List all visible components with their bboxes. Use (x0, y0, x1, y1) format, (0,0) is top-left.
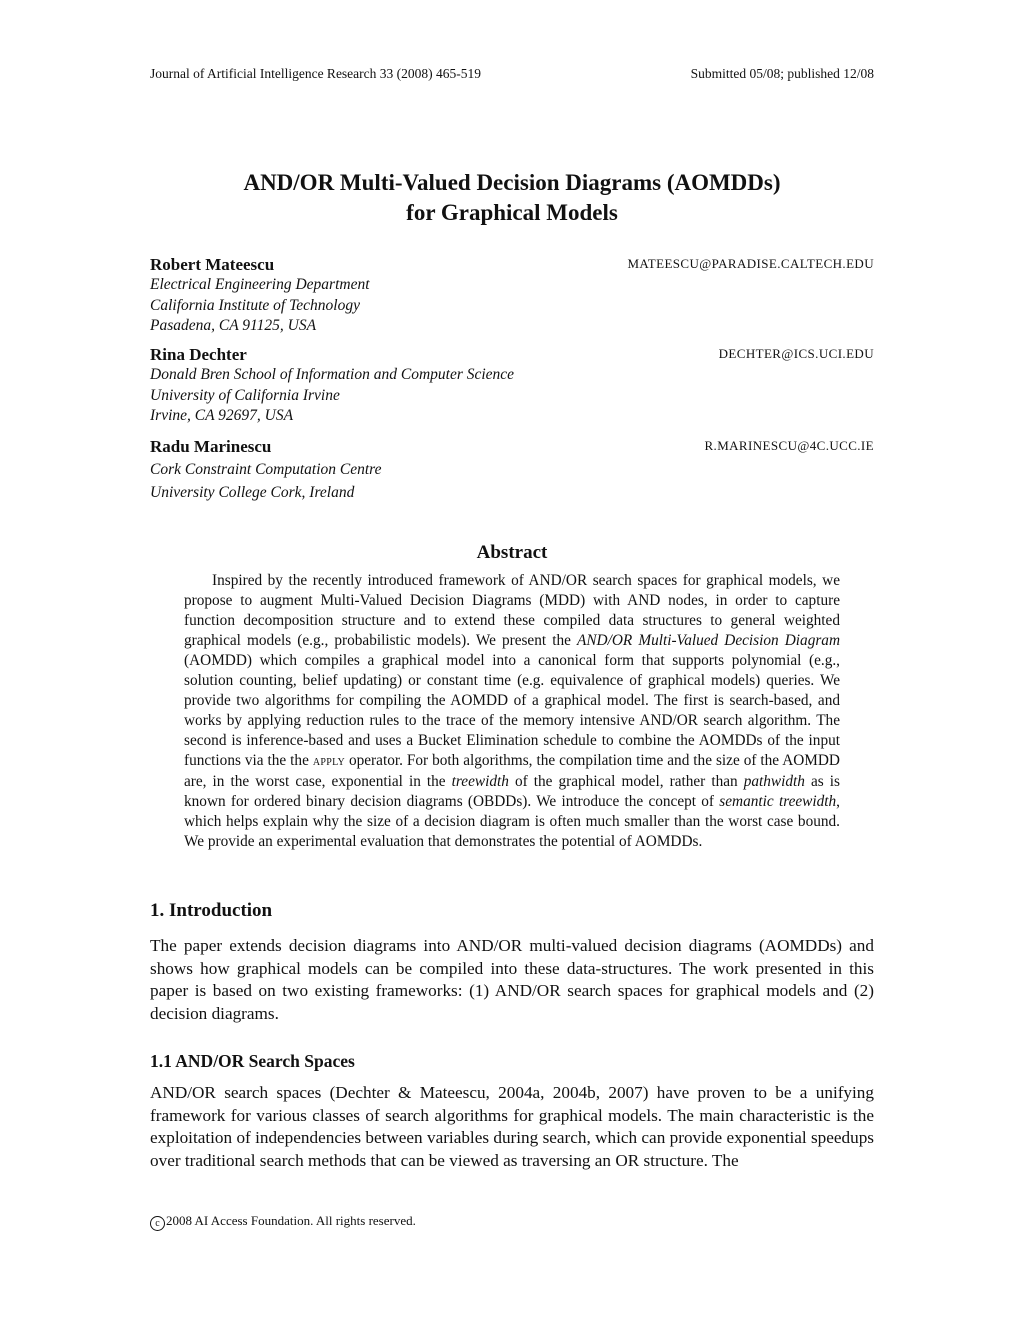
author-name: Robert Mateescu (150, 255, 275, 274)
author-name: Radu Marinescu (150, 437, 272, 456)
author-affiliation-line: Donald Bren School of Information and Computer Science (150, 366, 515, 383)
author-email[interactable]: R.MARINESCU@4C.UCC.IE (704, 438, 874, 453)
author-affiliation-line: Irvine, CA 92697, USA (150, 407, 294, 424)
abstract-text-part: , which helps explain why the size of a decision diagram is often much smaller than the worst case bound. We provide an experimental evaluation that demonstrates the potential of AOMDDs. (184, 793, 840, 850)
abstract-emphasis: treewidth (451, 773, 509, 790)
author-name: Rina Dechter (150, 345, 247, 364)
paper-title (0, 168, 1024, 228)
abstract-emphasis: pathwidth (743, 773, 805, 790)
abstract-text-part: Inspired by the recently introduced framework of AND/OR search spaces for graphical models, we propose to augment Multi-Valued Decision Diagrams (MDD) with AND nodes, in order to capture function decomposition structure and to extend these compiled data structures to general weighted graphical models (e.g., probabilistic models). We present the (184, 572, 840, 649)
author-affiliation-line: California Institute of Technology (150, 296, 360, 314)
subsection-paragraph: AND/OR search spaces (Dechter & Mateescu, 2004a, 2004b, 2007) have proven to be a unifying framework for various classes of search algorithms for graphical models. The main characteristic is the exploitation of independencies between variables during search, which can provide exponential speedups over traditional search methods that can be viewed as traversing an OR structure. The (150, 1083, 874, 1170)
section-heading: 1. Introduction (150, 900, 273, 921)
journal-header: Journal of Artificial Intelligence Research 33 (2008) 465-519 (150, 66, 482, 81)
section-paragraph: The paper extends decision diagrams into AND/OR multi-valued decision diagrams (AOMDDs) and shows how graphical models can be compiled into these data-structures. The work presented in this paper is based on two existing frameworks: (1) AND/OR search spaces for graphical models and (2) decision diagrams. (150, 936, 874, 1023)
subsection-heading: 1.1 AND/OR Search Spaces (150, 1051, 355, 1071)
author-affiliation-line: University College Cork, Ireland (150, 483, 355, 501)
copyright-text: 2008 AI Access Foundation. All rights reserved. (166, 1213, 416, 1228)
abstract-emphasis: AND/OR Multi-Valued Decision Diagram (577, 632, 840, 649)
author-affiliation-line: Pasadena, CA 91125, USA (150, 317, 317, 334)
author-affiliation-line: University of California Irvine (150, 386, 340, 404)
abstract-text-part: as is known for ordered binary decision diagrams (OBDDs). We introduce the concept of (184, 773, 840, 810)
submission-dates: Submitted 05/08; published 12/08 (690, 66, 874, 81)
apply-operator: apply (312, 754, 346, 769)
title-line-1: AND/OR Multi-Valued Decision Diagrams (AOMDDs) (243, 170, 781, 195)
abstract-text-part: of the graphical model, rather than (508, 773, 744, 790)
abstract-text-part: operator. For both algorithms, the compilation time and the size of the AOMDD are, in the worst case, exponential in the (184, 752, 840, 790)
author-email[interactable]: MATEESCU@PARADISE.CALTECH.EDU (627, 256, 874, 271)
abstract-emphasis: semantic treewidth (719, 793, 837, 810)
author-block (150, 345, 874, 427)
copyright-icon: c (150, 1216, 165, 1231)
author-block (150, 437, 874, 503)
author-block (150, 255, 874, 337)
copyright-notice (150, 1213, 416, 1231)
author-affiliation-line: Cork Constraint Computation Centre (150, 461, 382, 478)
abstract-heading: Abstract (476, 542, 548, 563)
author-email[interactable]: DECHTER@ICS.UCI.EDU (718, 346, 874, 361)
title-line-2: for Graphical Models (406, 200, 618, 225)
abstract-text (184, 571, 840, 852)
abstract-text-part: (AOMDD) which compiles a graphical model into a canonical form that supports polynomial (e.g., solution counting, belief updating) or constant time (e.g. equivalence of graphical models) queries. We provide two algorithms for compiling the AOMDD of a graphical model. The first is search-based, and works by applying reduction rules to the trace of the memory intensive AND/OR search algorithm. The second is inference-based and uses a Bucket Elimination schedule to combine the AOMDDs of the input functions via the the (184, 652, 840, 769)
author-affiliation-line: Electrical Engineering Department (150, 276, 370, 293)
